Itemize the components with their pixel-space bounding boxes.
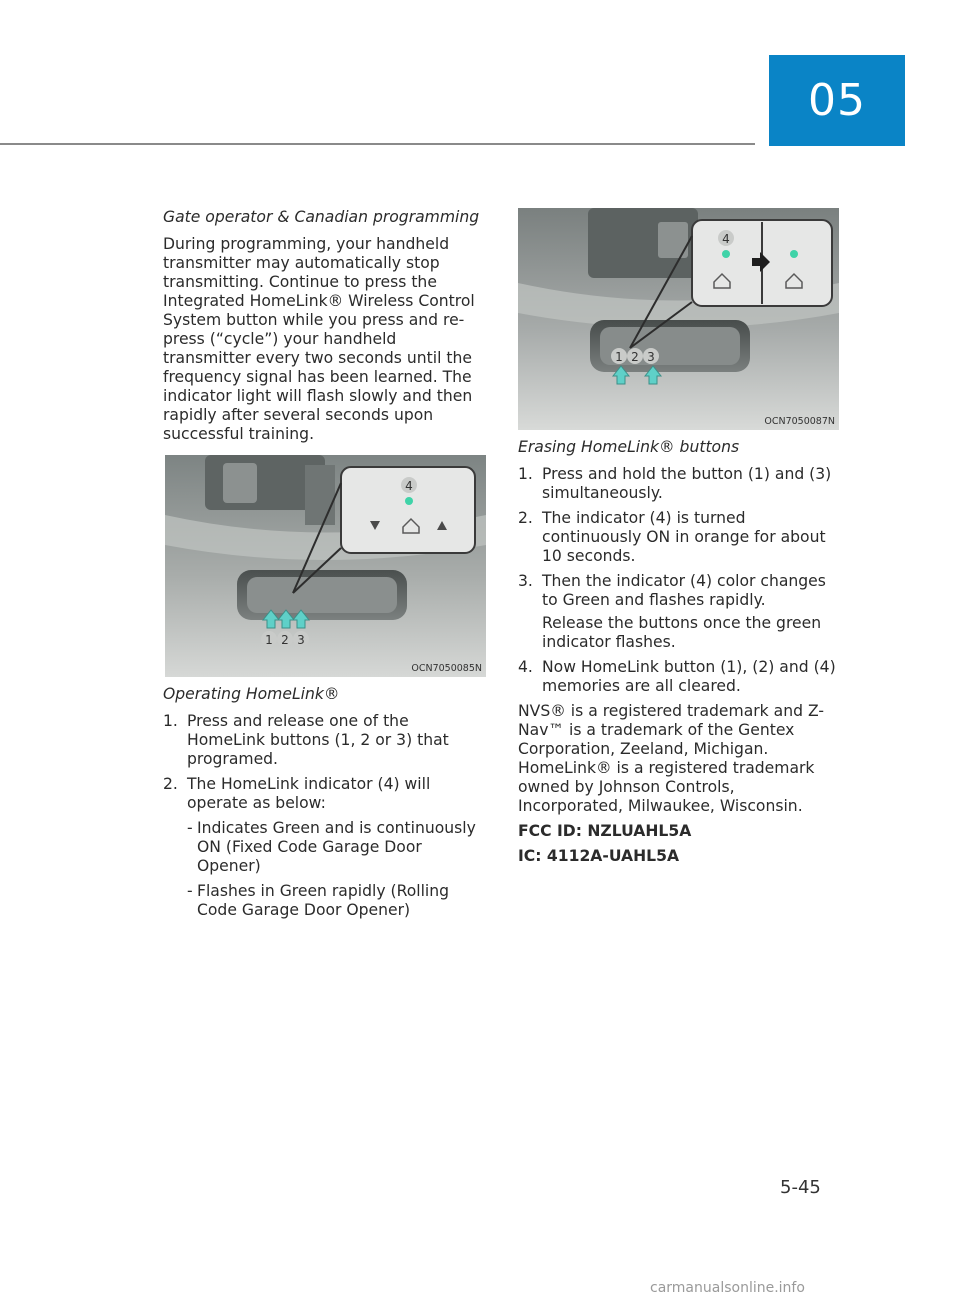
gate-heading: Gate operator & Canadian programming (163, 208, 480, 226)
operating-heading: Operating HomeLink® (163, 685, 340, 703)
header-rule (0, 143, 755, 145)
chapter-number: 05 (808, 75, 866, 126)
figure-erasing-homelink (518, 208, 839, 430)
operating-section (163, 685, 489, 926)
callout-3: 3 (647, 350, 655, 364)
list-item: 1. Press and release one of the HomeLink buttons (1, 2 or 3) that programed. (163, 712, 449, 768)
figure-homelink-mirror (165, 455, 486, 677)
watermark: carmanualsonline.info (650, 1280, 805, 1296)
list-item: 1. Press and hold the button (1) and (3) simultaneously. (518, 465, 832, 502)
figure-caption: OCN7050087N (764, 416, 835, 427)
list-item: 3. Then the indicator (4) color changes to Green and flashes rapidly. (518, 572, 826, 609)
list-subitem: - Indicates Green and is continuously ON (Fixed Code Garage Door Opener) (187, 819, 476, 875)
mirror-illustration (518, 208, 839, 430)
trademark-notice: NVS® is a registered trademark and Z-Nav™ is a trademark of the Gentex Corporation, Zeeland, Michigan. HomeLink® is a registered trademark owned by Johnson Controls, Incorporated, Milwaukee, Wisconsin. (518, 702, 824, 815)
callout-2: 2 (631, 350, 639, 364)
list-subitem: - Flashes in Green rapidly (Rolling Code Garage Door Opener) (187, 882, 450, 919)
page-number: 5-45 (780, 1177, 821, 1198)
list-item: 2. The HomeLink indicator (4) will operate as below: (163, 775, 431, 812)
callout-2: 2 (281, 633, 289, 647)
list-item: 4. Now HomeLink button (1), (2) and (4) memories are all cleared. (518, 658, 836, 695)
chapter-tab (769, 55, 905, 146)
figure-caption: OCN7050085N (411, 663, 482, 674)
indicator-light (722, 250, 730, 258)
indicator-light (790, 250, 798, 258)
callout-1: 1 (615, 350, 623, 364)
indicator-light (405, 497, 413, 505)
callout-1: 1 (265, 633, 273, 647)
button-arrows-icon (263, 610, 309, 628)
ic-number: IC: 4112A-UAHL5A (518, 847, 680, 865)
list-item: 2. The indicator (4) is turned continuously ON in orange for about 10 seconds. (518, 509, 826, 565)
left-column (163, 208, 489, 450)
fcc-id: FCC ID: NZLUAHL5A (518, 822, 692, 840)
right-column (518, 438, 838, 872)
mirror-illustration (165, 455, 486, 677)
gate-body: During programming, your handheld transmitter may automatically stop transmitting. Continue to press the Integrated HomeLink® Wireless Control System button while you press and re-press (“cycle”) your handheld transmitter every two seconds until the frequency signal has been learned. The indicator light will flash slowly and then rapidly after several seconds upon successful training. (163, 235, 475, 443)
erasing-heading: Erasing HomeLink® buttons (518, 438, 740, 456)
callout-4: 4 (722, 232, 730, 246)
step3-note: Release the buttons once the green indicator flashes. (542, 614, 822, 651)
callout-4: 4 (405, 479, 413, 493)
callout-3: 3 (297, 633, 305, 647)
